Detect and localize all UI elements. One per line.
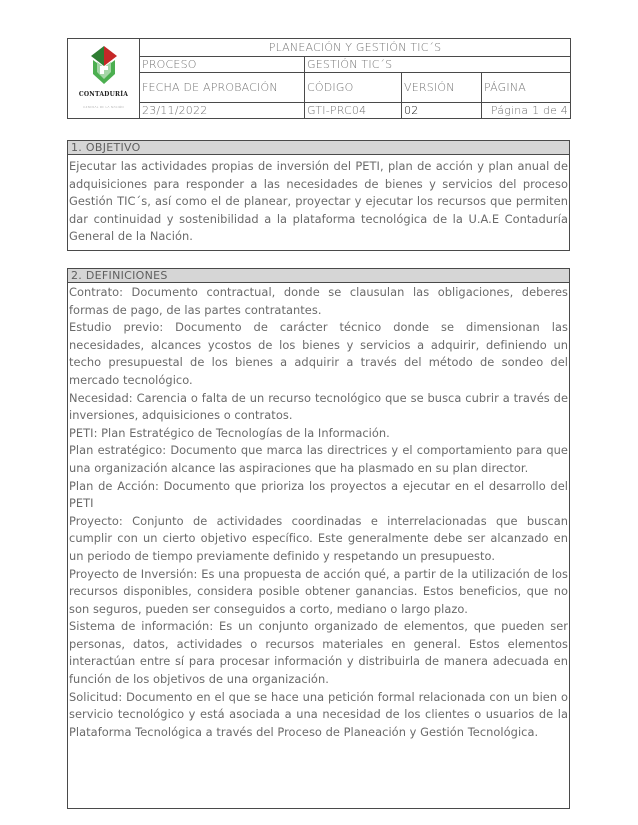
- definition-item: Contrato: Documento contractual, donde se clausulan las obligaciones, deberes formas de pago, de las partes contratantes.: [69, 285, 568, 317]
- definiciones-section: [67, 268, 570, 809]
- pagina-label: PÁGINA: [482, 73, 571, 103]
- logo-text: CONTADURÍA: [78, 91, 129, 98]
- definition-item: Estudio previo: Documento de carácter técnico donde se dimensionan las necesidades, alcances ycostos de los bienes y servicios a adquirir, definiendo un techo presupuestal de los bienes a adquirir a través del método de sondeo del mercado tecnológico.: [69, 320, 568, 387]
- fecha-label: FECHA DE APROBACIÓN: [140, 73, 305, 103]
- definition-item: Proyecto de Inversión: Es una propuesta de acción qué, a partir de la utilización de los recursos disponibles, considera posible obtener ganancias. Estos beneficios, que no son seguros, pueden ser conseguidos a corto, mediano o largo plazo.: [69, 566, 568, 616]
- logo-cell: [68, 39, 140, 119]
- definition-item: PETI: Plan Estratégico de Tecnologías de la Información.: [69, 425, 390, 440]
- codigo-value: GTI-PRC04: [305, 103, 402, 119]
- version-label: VERSIÓN: [402, 73, 482, 103]
- document-title: PLANEACIÓN Y GESTIÓN TIC´S: [140, 39, 571, 57]
- section-heading: 2. DEFINICIONES: [68, 269, 569, 283]
- codigo-label: CÓDIGO: [305, 73, 402, 103]
- contaduria-logo: [74, 44, 134, 113]
- fecha-value: 23/11/2022: [140, 103, 305, 119]
- document-header-table: [67, 38, 571, 119]
- objetivo-section: [67, 140, 570, 251]
- version-value: 02: [402, 103, 482, 119]
- logo-subtext: GENERAL DE LA NACIÓN: [83, 105, 124, 109]
- pagina-value: Página 1 de 4: [482, 103, 571, 119]
- definition-item: Sistema de información: Es un conjunto organizado de elementos, que pueden ser personas, datos, actividades o recursos materiales en general. Estos elementos interactúan entre sí para procesar información y distribuirla de manera adecuada en función de los objetivos de una organización.: [69, 619, 568, 687]
- objetivo-text: Ejecutar las actividades propias de inversión del PETI, plan de acción y plan anual de adquisiciones para responder a las necesidades de bienes y servicios del proceso Gestión TIC´s, así como el de planear, proyectar y ejecutar los recursos que permiten dar continuidad y sostenibilidad a la plataforma tecnológica de la U.A.E Contaduría General de la Nación.: [69, 159, 568, 244]
- contaduria-emblem-icon: [88, 44, 120, 88]
- proceso-value: GESTIÓN TIC´S: [305, 57, 571, 73]
- definitions-list: [68, 283, 569, 741]
- definition-item: Plan de Acción: Documento que prioriza los proyectos a ejecutar en el desarrollo del PETI: [69, 478, 568, 511]
- definition-item: Plan estratégico: Documento que marca las directrices y el comportamiento para que una organización alcance las aspiraciones que ha plasmado en su plan director.: [69, 443, 568, 475]
- definition-item: Solicitud: Documento en el que se hace una petición formal relacionada con un bien o servicio tecnológico y está asociada a una necesidad de los clientes o usuarios de la Plataforma Tecnológica a través del Proceso de Planeación y Gestión Tecnológica.: [69, 689, 568, 739]
- section-heading: 1. OBJETIVO: [68, 141, 569, 155]
- definition-item: Necesidad: Carencia o falta de un recurso tecnológico que se busca cubrir a través de inversiones, adquisiciones o contratos.: [69, 390, 568, 423]
- proceso-label: PROCESO: [140, 57, 305, 73]
- definition-item: Proyecto: Conjunto de actividades coordinadas e interrelacionadas que buscan cumplir con un cierto objetivo específico. Este generalmente debe ser alcanzado en un periodo de tiempo previamente definido y respetando un presupuesto.: [69, 513, 568, 563]
